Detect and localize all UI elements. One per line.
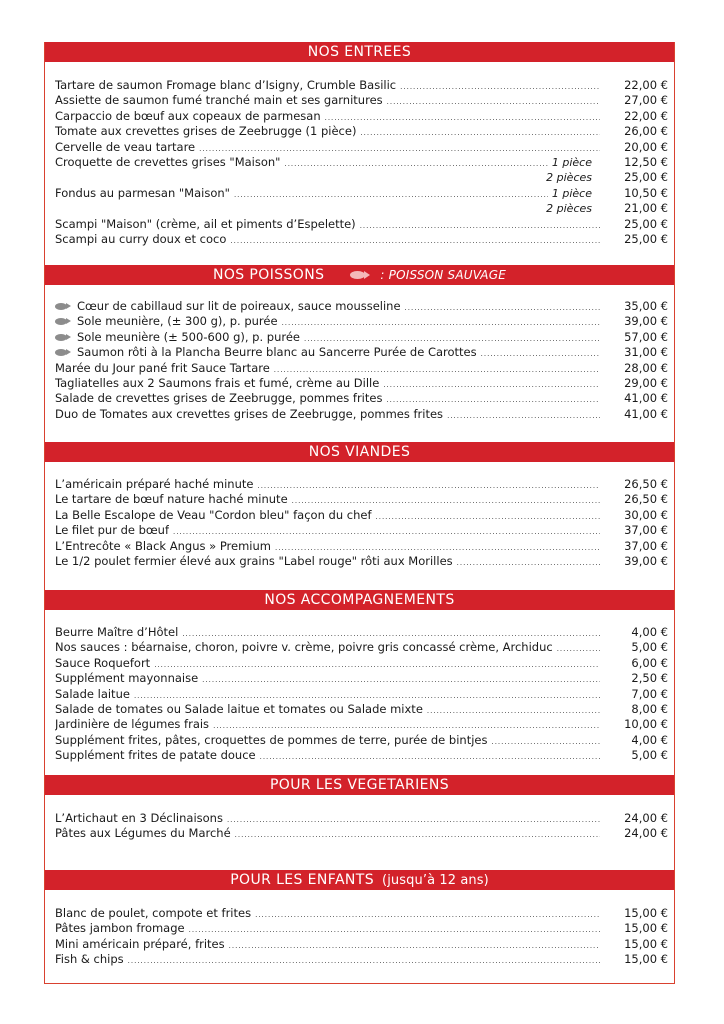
item-label: La Belle Escalope de Veau "Cordon bleu" façon du chef <box>55 507 372 522</box>
dot-leader <box>360 126 600 141</box>
menu-item <box>55 407 668 422</box>
item-price: 41,00 € <box>624 406 668 421</box>
item-label: Marée du Jour pané frit Sauce Tartare <box>55 360 270 375</box>
item-label: Salade laitue <box>55 686 130 701</box>
item-price: 39,00 € <box>624 314 668 329</box>
dot-leader <box>202 673 600 688</box>
item-name <box>55 952 124 967</box>
item-label: Supplément frites, pâtes, croquettes de pommes de terre, purée de bintjes <box>55 732 488 747</box>
item-price: 31,00 € <box>624 345 668 360</box>
item-name <box>55 78 396 93</box>
wild-fish-icon <box>55 333 71 342</box>
item-price: 26,50 € <box>624 477 668 491</box>
item-name <box>55 477 253 492</box>
menu-item <box>55 124 668 139</box>
item-price: 10,00 € <box>624 717 668 732</box>
item-name <box>55 155 280 170</box>
poissons-list <box>45 299 674 422</box>
menu-item <box>55 539 668 554</box>
dot-leader <box>227 813 600 828</box>
item-quantity: 2 pièces <box>546 202 592 216</box>
dot-leader <box>447 409 600 424</box>
item-name <box>55 671 198 686</box>
dot-leader <box>383 378 600 393</box>
menu-item <box>55 93 668 108</box>
section-vegetariens <box>45 775 674 842</box>
item-price: 26,50 € <box>624 492 668 507</box>
item-label: Scampi "Maison" (crème, ail et piments d’Espelette) <box>55 216 356 231</box>
menu-item <box>55 811 668 826</box>
item-label: Le tartare de bœuf nature haché minute <box>55 492 288 507</box>
wild-fish-icon <box>55 317 71 326</box>
item-name <box>55 140 195 155</box>
entrees-list <box>45 78 674 247</box>
menu-item <box>55 717 668 732</box>
item-name <box>55 345 477 360</box>
dot-leader <box>387 95 600 110</box>
menu-item <box>55 330 668 345</box>
item-name <box>55 937 225 952</box>
menu-item <box>55 109 668 124</box>
item-label: Cœur de cabillaud sur lit de poireaux, sauce mousseline <box>77 299 401 313</box>
menu-item <box>55 155 668 170</box>
section-title-entrees: NOS ENTREES <box>45 42 674 62</box>
item-quantity: 1 pièce <box>551 155 592 169</box>
item-name <box>55 508 372 523</box>
menu-item <box>55 937 668 952</box>
item-name <box>55 330 300 345</box>
item-name <box>55 687 130 702</box>
item-name <box>55 921 185 936</box>
dot-leader <box>235 828 600 843</box>
item-name <box>55 702 423 717</box>
item-price: 6,00 € <box>631 655 668 670</box>
item-price: 10,50 € <box>624 185 668 200</box>
item-label: Sole meunière (± 500-600 g), p. purée <box>77 329 300 344</box>
wild-fish-icon <box>55 302 71 311</box>
dot-leader <box>234 188 548 203</box>
item-label: Salade de crevettes grises de Zeebrugge, pommes frites <box>55 391 383 406</box>
item-price: 20,00 € <box>624 139 668 154</box>
item-price: 2,50 € <box>631 671 668 686</box>
menu-item <box>55 140 668 155</box>
item-label: Saumon rôti à la Plancha Beurre blanc au Sancerre Purée de Carottes <box>77 345 477 360</box>
item-price: 39,00 € <box>624 553 668 568</box>
menu-item <box>55 299 668 314</box>
item-label: Jardinière de légumes frais <box>55 717 210 732</box>
menu-item <box>55 361 668 376</box>
menu-item <box>55 345 668 360</box>
item-price: 35,00 € <box>624 299 668 313</box>
menu-item <box>55 554 668 569</box>
accompagnements-list <box>45 625 674 764</box>
item-name <box>55 361 270 376</box>
item-name <box>55 539 271 554</box>
menu-item <box>55 78 668 93</box>
menu-item <box>55 952 668 967</box>
item-quantity: 2 pièces <box>546 171 592 185</box>
menu-item-variant <box>55 201 668 216</box>
item-price: 27,00 € <box>624 93 668 108</box>
item-label: Assiette de saumon fumé tranché main et ses garnitures <box>55 93 383 108</box>
item-label: Tartare de saumon Fromage blanc d’Isigny, Crumble Basilic <box>55 78 397 92</box>
menu-page <box>44 42 675 984</box>
menu-item <box>55 232 668 247</box>
menu-item <box>55 186 668 201</box>
section-title-enfants: POUR LES ENFANTS (jusqu’à 12 ans) <box>45 870 674 890</box>
item-price: 5,00 € <box>631 748 668 763</box>
dot-leader <box>557 642 600 657</box>
menu-item <box>55 492 668 507</box>
item-label: Duo de Tomates aux crevettes grises de Zeebrugge, pommes frites <box>55 406 444 421</box>
item-name <box>55 314 278 329</box>
item-name <box>55 640 553 655</box>
item-price: 15,00 € <box>624 936 668 951</box>
item-label: L’Artichaut en 3 Déclinaisons <box>55 811 223 825</box>
item-name <box>55 906 251 921</box>
item-price: 12,50 € <box>624 154 668 169</box>
section-entrees <box>45 42 674 247</box>
item-name <box>55 407 443 422</box>
menu-item <box>55 656 668 671</box>
item-price: 22,00 € <box>624 78 668 92</box>
item-label: Fondus au parmesan "Maison" <box>55 185 230 200</box>
menu-item <box>55 217 668 232</box>
item-name <box>55 391 382 406</box>
menu-item <box>55 733 668 748</box>
item-label: L’Entrecôte « Black Angus » Premium <box>55 538 271 553</box>
menu-item <box>55 826 668 841</box>
dot-leader <box>255 908 600 923</box>
item-price: 22,00 € <box>624 108 668 123</box>
item-price: 26,00 € <box>624 124 668 139</box>
section-title-vegetariens: POUR LES VEGETARIENS <box>45 775 674 795</box>
item-label: Cervelle de veau tartare <box>55 139 196 154</box>
menu-item <box>55 391 668 406</box>
item-price: 4,00 € <box>631 625 668 639</box>
dot-leader <box>491 735 600 750</box>
dot-leader <box>257 479 600 494</box>
item-name <box>55 232 226 247</box>
dot-leader <box>405 301 600 316</box>
item-label: Salade de tomates ou Salade laitue et tomates ou Salade mixte <box>55 701 423 716</box>
section-enfants <box>45 870 674 968</box>
menu-item <box>55 702 668 717</box>
item-label: Pâtes aux Légumes du Marché <box>55 826 231 841</box>
item-name <box>55 523 169 538</box>
wild-fish-icon <box>55 348 71 357</box>
menu-item <box>55 748 668 763</box>
menu-item <box>55 314 668 329</box>
item-price: 8,00 € <box>631 701 668 716</box>
item-label: Sole meunière, (± 300 g), p. purée <box>77 314 278 329</box>
item-label: Tomate aux crevettes grises de Zeebrugge (1 pièce) <box>55 124 357 139</box>
viandes-list <box>45 477 674 569</box>
dot-leader <box>260 750 600 765</box>
item-price: 24,00 € <box>624 811 668 825</box>
dot-leader <box>282 316 600 331</box>
item-name <box>55 376 379 391</box>
item-label: Scampi au curry doux et coco <box>55 231 227 246</box>
item-price: 30,00 € <box>624 507 668 522</box>
item-label: Le filet pur de bœuf <box>55 523 170 538</box>
item-price: 4,00 € <box>631 732 668 747</box>
item-name <box>55 554 453 569</box>
dot-leader <box>229 939 600 954</box>
item-label: Blanc de poulet, compote et frites <box>55 906 252 920</box>
item-price: 24,00 € <box>624 826 668 841</box>
item-label: Croquette de crevettes grises "Maison" <box>55 154 281 169</box>
dot-leader <box>325 111 600 126</box>
item-label: Fish & chips <box>55 952 124 967</box>
dot-leader <box>376 510 601 525</box>
dot-leader <box>400 80 600 95</box>
item-price: 28,00 € <box>624 360 668 375</box>
dot-leader <box>154 658 600 673</box>
item-price: 37,00 € <box>624 538 668 553</box>
item-price: 15,00 € <box>624 921 668 936</box>
item-name <box>55 826 231 841</box>
enfants-list <box>45 906 674 968</box>
item-price: 15,00 € <box>624 952 668 967</box>
item-name <box>55 656 150 671</box>
item-price: 25,00 € <box>624 231 668 246</box>
menu-item <box>55 376 668 391</box>
item-name <box>55 299 401 314</box>
item-name <box>55 93 383 108</box>
menu-item <box>55 523 668 538</box>
item-name <box>55 717 209 732</box>
item-quantity: 1 pièce <box>551 186 592 200</box>
item-label: Sauce Roquefort <box>55 655 151 670</box>
menu-item <box>55 477 668 492</box>
item-price: 57,00 € <box>624 329 668 344</box>
item-name <box>55 109 321 124</box>
item-price: 25,00 € <box>624 216 668 231</box>
dot-leader <box>457 556 600 571</box>
menu-item <box>55 921 668 936</box>
section-viandes <box>45 442 674 569</box>
section-title-poissons: NOS POISSONS : POISSON SAUVAGE <box>45 265 674 285</box>
item-price: 41,00 € <box>624 391 668 406</box>
dot-leader <box>481 347 600 362</box>
item-name <box>55 124 356 139</box>
item-name <box>55 733 487 748</box>
item-label: Supplément mayonnaise <box>55 671 199 686</box>
item-price: 5,00 € <box>631 640 668 655</box>
dot-leader <box>189 923 600 938</box>
section-accompagnements <box>45 590 674 764</box>
dot-leader <box>230 234 600 249</box>
item-name <box>55 748 256 763</box>
item-label: Beurre Maître d’Hôtel <box>55 625 179 639</box>
menu-item <box>55 687 668 702</box>
menu-item <box>55 906 668 921</box>
menu-item <box>55 671 668 686</box>
item-name <box>55 811 223 826</box>
item-name <box>55 492 288 507</box>
item-label: Pâtes jambon fromage <box>55 921 185 936</box>
item-price: 25,00 € <box>624 170 668 185</box>
dot-leader <box>360 219 600 234</box>
section-title-accompagnements: NOS ACCOMPAGNEMENTS <box>45 590 674 610</box>
item-name <box>55 625 178 640</box>
item-label: Tagliatelles aux 2 Saumons frais et fumé, crème au Dille <box>55 375 380 390</box>
item-price: 15,00 € <box>624 906 668 920</box>
vegetariens-list <box>45 811 674 842</box>
menu-item <box>55 625 668 640</box>
item-label: L’américain préparé haché minute <box>55 477 254 491</box>
item-price: 37,00 € <box>624 523 668 538</box>
item-price: 21,00 € <box>624 201 668 216</box>
wild-fish-icon <box>350 270 370 280</box>
menu-item-variant <box>55 170 668 185</box>
dot-leader <box>427 704 600 719</box>
item-label: Supplément frites de patate douce <box>55 748 256 763</box>
section-poissons <box>45 265 674 422</box>
item-label: Carpaccio de bœuf aux copeaux de parmesan <box>55 108 321 123</box>
item-label: Mini américain préparé, frites <box>55 936 225 951</box>
item-price: 7,00 € <box>631 686 668 701</box>
item-name <box>55 186 230 201</box>
section-title-viandes: NOS VIANDES <box>45 442 674 462</box>
menu-item <box>55 640 668 655</box>
menu-item <box>55 508 668 523</box>
item-price: 29,00 € <box>624 375 668 390</box>
dot-leader <box>284 157 547 172</box>
item-label: Le 1/2 poulet fermier élevé aux grains "Label rouge" rôti aux Morilles <box>55 553 453 568</box>
item-name <box>55 217 356 232</box>
item-label: Nos sauces : béarnaise, choron, poivre v. crème, poivre gris concassé crème, Archiduc <box>55 640 553 655</box>
dot-leader <box>128 954 600 969</box>
